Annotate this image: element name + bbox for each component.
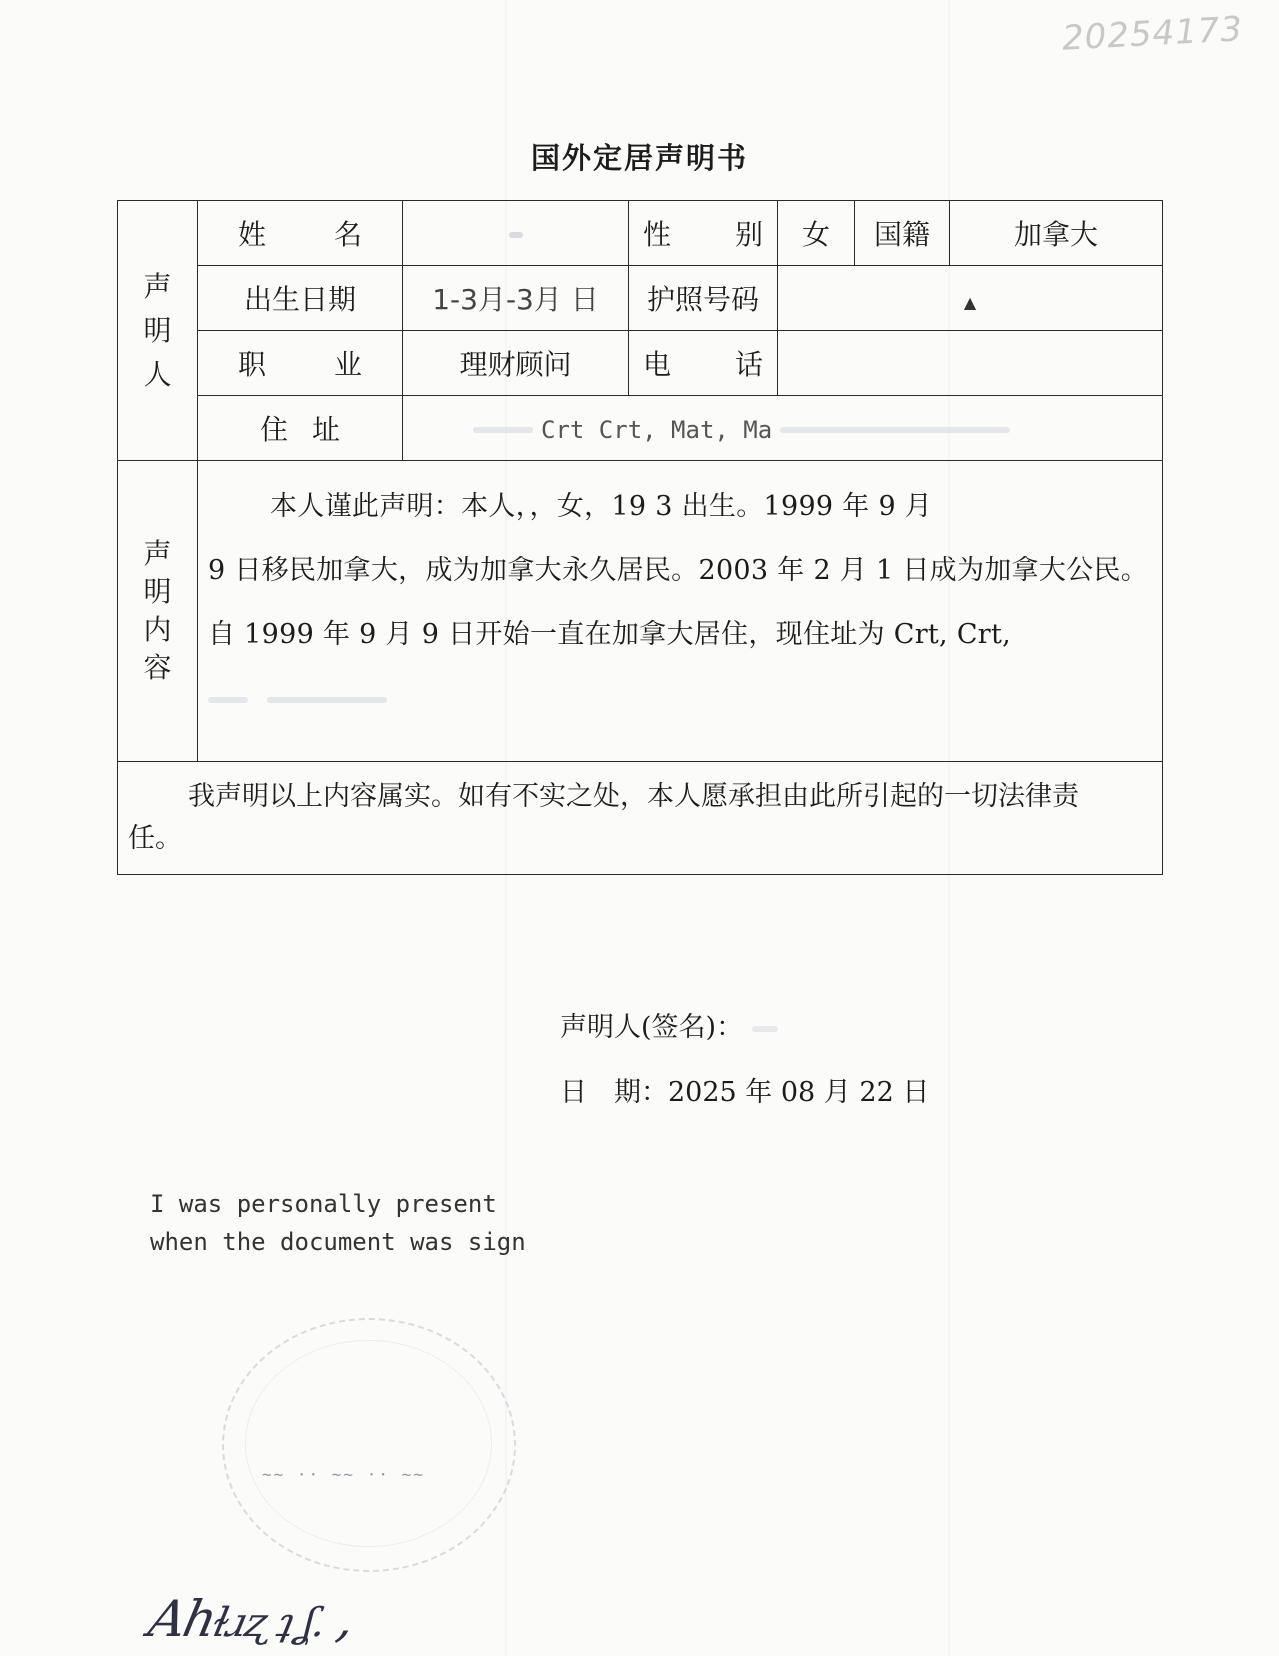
document-title: 国外定居声明书	[530, 141, 748, 175]
declaration-line: 我声明以上内容属实。如有不实之处，本人愿承担由此所引起的一切法律责	[188, 781, 1079, 812]
handwritten-file-number: 20254173	[1061, 9, 1244, 59]
notary-handwritten-signature: Ahɫɹʐ ʇ ʆ. ,	[143, 1590, 359, 1648]
redaction-mark	[208, 697, 248, 703]
signature-label: 声明人(签名)：	[560, 1012, 744, 1043]
statement-content-cell	[198, 461, 1163, 762]
date-value: 2025 年 08 月 22 日	[668, 1077, 930, 1108]
notary-statement-line: I was personally present	[150, 1190, 497, 1218]
gender-value-cell: 女	[778, 201, 855, 266]
statement-line: 9 日移民加拿大，成为加拿大永久居民。2003 年 2 月 1 日成为加拿大公民。	[208, 555, 1149, 586]
row-address	[118, 396, 1163, 461]
notary-seal-inner-ring	[245, 1340, 492, 1547]
row-content	[118, 461, 1163, 762]
statement-line: 自 1999 年 9 月 9 日开始一直在加拿大居住，现住址为 Crt, Crt,	[208, 619, 1012, 650]
redaction-mark: ▲	[963, 292, 977, 312]
address-value-cell: Crt Crt, Mat, Ma	[403, 396, 1163, 461]
name-value-cell	[403, 201, 629, 266]
nationality-value-cell: 加拿大	[950, 201, 1163, 266]
row-declaration	[118, 762, 1163, 875]
redaction-mark	[509, 232, 523, 238]
birthdate-label-cell: 出生日期	[198, 266, 403, 331]
row-occupation	[118, 331, 1163, 396]
row-birthdate	[118, 266, 1163, 331]
passport-value-cell	[778, 266, 1163, 331]
notary-seal-text-smudge: ~~ ·· ~~ ·· ~~	[262, 1465, 425, 1484]
occupation-value-cell: 理财顾问	[403, 331, 629, 396]
occupation-label-cell: 职 业	[198, 331, 403, 396]
declaration-form-table	[117, 200, 1163, 875]
redaction-mark	[780, 427, 1010, 433]
signature-line	[560, 1005, 778, 1044]
content-section-label: 声 明 内 容	[118, 461, 198, 762]
redaction-mark	[473, 427, 533, 433]
phone-value-cell	[778, 331, 1163, 396]
notary-statement-line: when the document was sign	[150, 1228, 526, 1256]
passport-label-cell: 护照号码	[629, 266, 778, 331]
statement-line: 本人谨此声明：本人，，女，19 3 出生。1999 年 9 月	[270, 491, 933, 522]
name-label-cell: 姓 名	[198, 201, 403, 266]
birthdate-value-cell: 1-3月-3月 日	[403, 266, 629, 331]
redacted-address-line	[208, 667, 1152, 731]
date-line	[560, 1070, 929, 1109]
redaction-mark	[752, 1026, 778, 1032]
nationality-label-cell: 国籍	[855, 201, 950, 266]
declaration-cell	[118, 762, 1163, 875]
date-label: 日 期：	[560, 1077, 668, 1108]
gender-label-cell: 性 别	[629, 201, 778, 266]
row-name	[118, 201, 1163, 266]
redaction-mark	[267, 697, 387, 703]
phone-label-cell: 电 话	[629, 331, 778, 396]
declaration-line: 任。	[128, 823, 182, 854]
address-label-cell: 住 址	[198, 396, 403, 461]
declarant-section-label: 声 明 人	[118, 201, 198, 461]
